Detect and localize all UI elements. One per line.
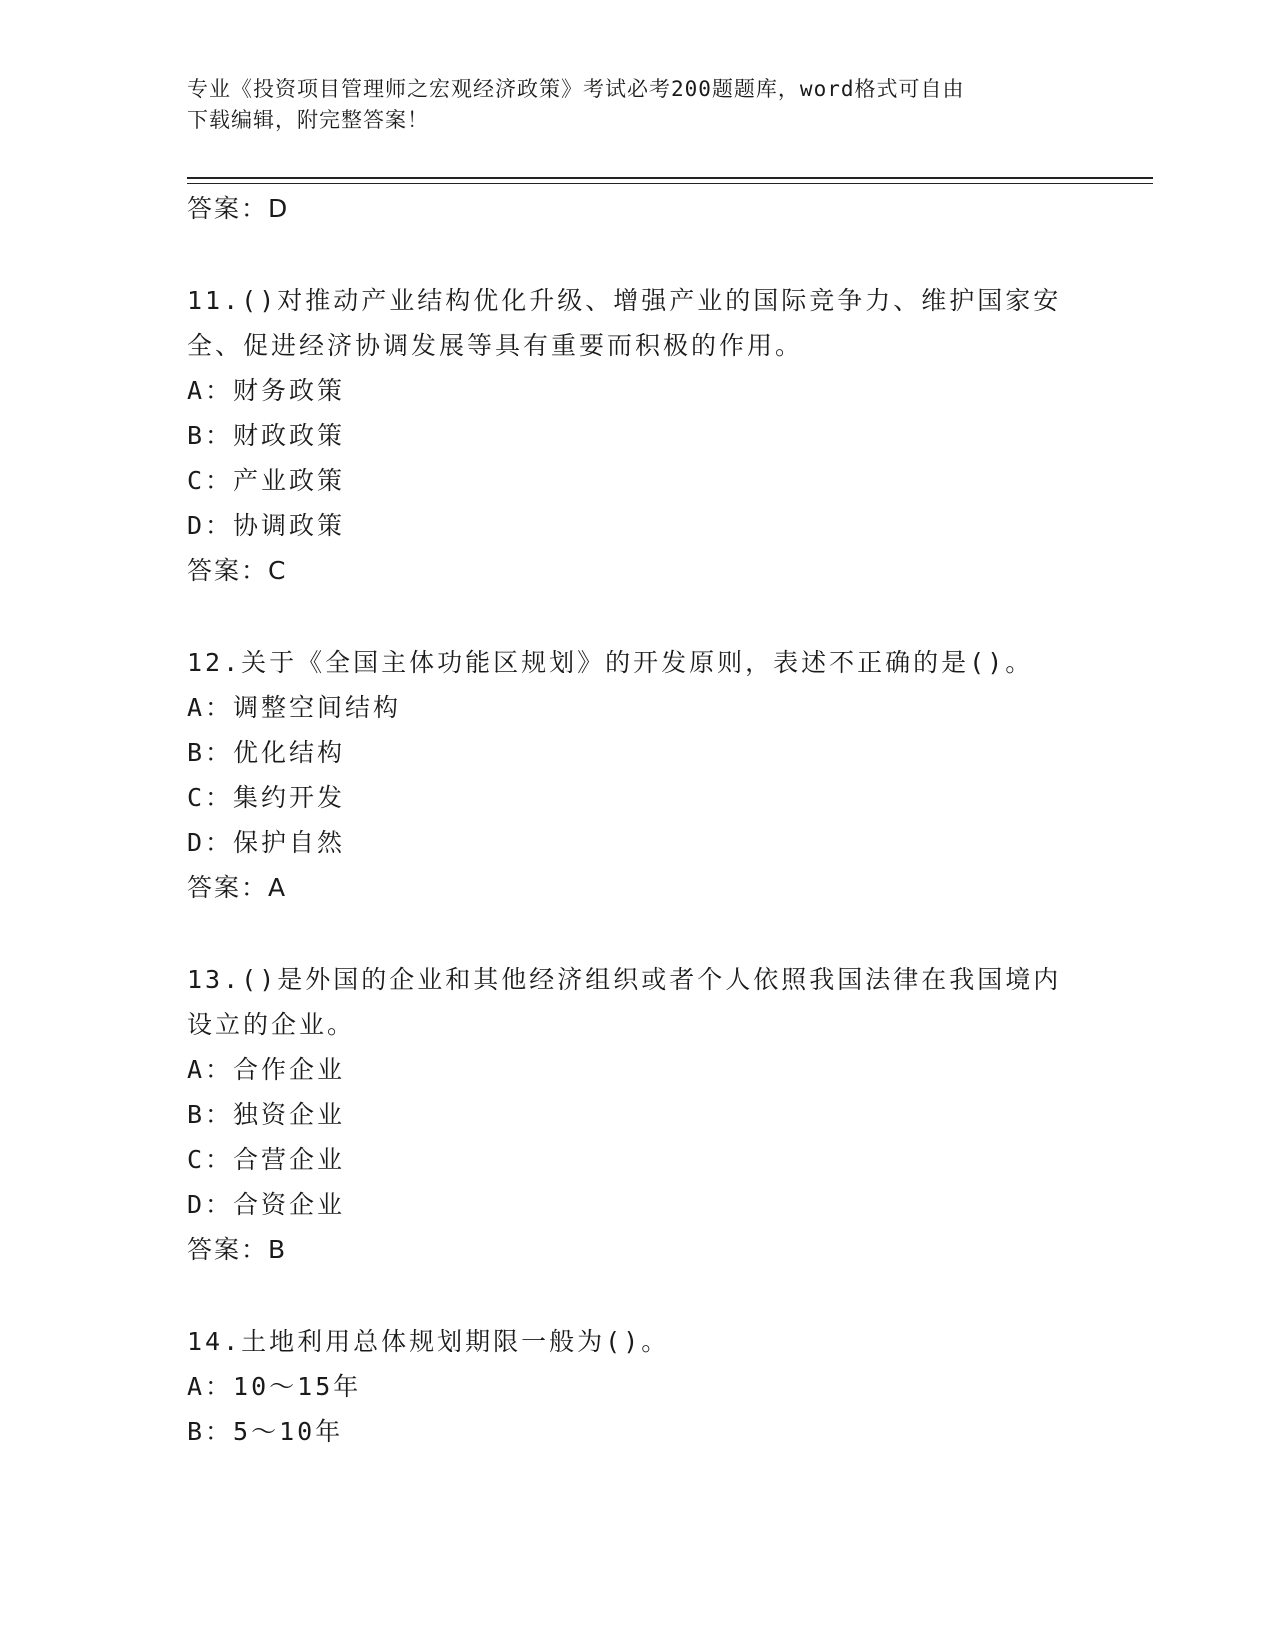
answer: 答案：B [187, 1235, 288, 1264]
header-rule-thick [187, 177, 1153, 179]
option-a: A：调整空间结构 [187, 693, 402, 722]
option-b: B：优化结构 [187, 738, 346, 767]
question-14 [187, 1319, 1087, 1454]
option-a: A：10～15年 [187, 1372, 362, 1401]
answer-q10: 答案：D [187, 194, 290, 223]
option-d: D：合资企业 [187, 1190, 346, 1219]
answer: 答案：C [187, 556, 288, 585]
spacer [187, 231, 1087, 278]
question-12 [187, 640, 1087, 910]
document-header [187, 74, 1087, 136]
option-d: D：协调政策 [187, 511, 346, 540]
option-c: C：合营企业 [187, 1145, 346, 1174]
spacer [187, 593, 1087, 640]
spacer [187, 910, 1087, 957]
option-b: B：财政政策 [187, 421, 346, 450]
question-stem: 设立的企业。 [187, 1010, 356, 1039]
header-line-2: 下载编辑，附完整答案！ [187, 108, 429, 132]
option-b: B：5～10年 [187, 1417, 344, 1446]
question-stem: 13.()是外国的企业和其他经济组织或者个人依照我国法律在我国境内 [187, 965, 1062, 994]
option-c: C：产业政策 [187, 466, 346, 495]
question-stem: 14.土地利用总体规划期限一般为()。 [187, 1327, 670, 1356]
question-stem: 11.()对推动产业结构优化升级、增强产业的国际竞争力、维护国家安 [187, 286, 1062, 315]
question-11 [187, 278, 1087, 593]
question-list [187, 186, 1087, 1454]
option-b: B：独资企业 [187, 1100, 346, 1129]
option-d: D：保护自然 [187, 828, 346, 857]
question-stem: 12.关于《全国主体功能区规划》的开发原则，表述不正确的是()。 [187, 648, 1034, 677]
header-rule-thin [187, 183, 1153, 184]
question-stem: 全、促进经济协调发展等具有重要而积极的作用。 [187, 331, 804, 360]
question-13 [187, 957, 1087, 1272]
option-a: A：财务政策 [187, 376, 346, 405]
option-a: A：合作企业 [187, 1055, 346, 1084]
header-line-1: 专业《投资项目管理师之宏观经济政策》考试必考200题题库，word格式可自由 [187, 77, 965, 101]
spacer [187, 1272, 1087, 1319]
option-c: C：集约开发 [187, 783, 346, 812]
answer: 答案：A [187, 873, 288, 902]
